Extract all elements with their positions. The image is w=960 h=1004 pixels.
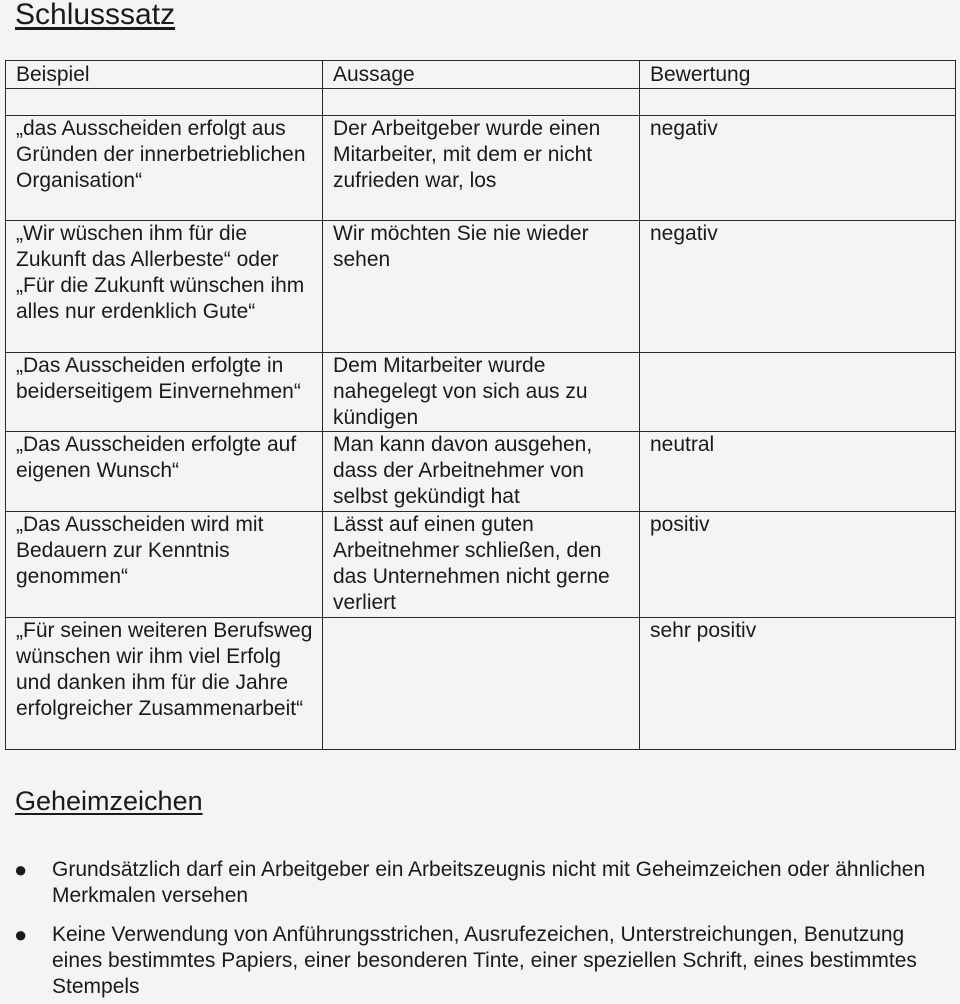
cell-bewertung: neutral xyxy=(640,432,956,512)
table-row xyxy=(6,221,956,353)
list-item-text: Grundsätzlich darf ein Arbeitgeber ein Arbeitszeugnis nicht mit Geheimzeichen oder ähnlichen Merkmalen versehen xyxy=(52,858,926,907)
table-row xyxy=(6,116,956,221)
cell-beispiel: „das Ausscheiden erfolgt aus Gründen der innerbetrieblichen Organisation“ xyxy=(6,116,323,221)
cell-aussage: Lässt auf einen guten Arbeitnehmer schließen, den das Unternehmen nicht gerne verliert xyxy=(323,512,640,618)
cell-aussage: Wir möchten Sie nie wieder sehen xyxy=(323,221,640,353)
table-row xyxy=(6,618,956,750)
cell-aussage xyxy=(323,618,640,750)
cell-beispiel: „Das Ausscheiden wird mit Bedauern zur Kenntnis genommen“ xyxy=(6,512,323,618)
table-cell xyxy=(6,89,323,116)
table-empty-row xyxy=(6,89,956,116)
cell-bewertung xyxy=(640,353,956,432)
cell-bewertung: negativ xyxy=(640,116,956,221)
section-title-geheimzeichen: Geheimzeichen xyxy=(15,786,203,816)
list-item-text: Keine Verwendung von Anführungsstrichen, Ausrufezeichen, Unterstreichungen, Benutzung eines bestimmtes Papiers, einer besonderen Tinte, einer speziellen Schrift, eines bestimmtes Stempels xyxy=(52,923,917,998)
column-header-aussage: Aussage xyxy=(323,61,640,89)
table-row xyxy=(6,353,956,432)
cell-beispiel: „Für seinen weiteren Berufsweg wünschen wir ihm viel Erfolg und danken ihm für die Jahre erfolgreicher Zusammenarbeit“ xyxy=(6,618,323,750)
cell-aussage: Dem Mitarbeiter wurde nahegelegt von sich aus zu kündigen xyxy=(323,353,640,432)
cell-bewertung: sehr positiv xyxy=(640,618,956,750)
list-item xyxy=(14,922,944,1000)
page-title: Schlusssatz xyxy=(15,0,176,31)
column-header-beispiel: Beispiel xyxy=(6,61,323,89)
table-header-row xyxy=(6,61,956,89)
table-cell xyxy=(640,89,956,116)
table-row xyxy=(6,432,956,512)
schlusssatz-table xyxy=(5,60,956,750)
column-header-bewertung: Bewertung xyxy=(640,61,956,89)
cell-aussage: Der Arbeitgeber wurde einen Mitarbeiter, mit dem er nicht zufrieden war, los xyxy=(323,116,640,221)
bullet-icon: ● xyxy=(14,922,28,947)
table-cell xyxy=(323,89,640,116)
list-item xyxy=(14,857,944,909)
table-row xyxy=(6,512,956,618)
cell-beispiel: „Wir wüschen ihm für die Zukunft das Allerbeste“ oder „Für die Zukunft wünschen ihm alles nur erdenklich Gute“ xyxy=(6,221,323,353)
cell-beispiel: „Das Ausscheiden erfolgte auf eigenen Wunsch“ xyxy=(6,432,323,512)
cell-bewertung: positiv xyxy=(640,512,956,618)
cell-aussage: Man kann davon ausgehen, dass der Arbeitnehmer von selbst gekündigt hat xyxy=(323,432,640,512)
cell-beispiel: „Das Ausscheiden erfolgte in beiderseitigem Einvernehmen“ xyxy=(6,353,323,432)
bullet-icon: ● xyxy=(14,857,28,882)
cell-bewertung: negativ xyxy=(640,221,956,353)
bullet-list xyxy=(14,857,944,1000)
